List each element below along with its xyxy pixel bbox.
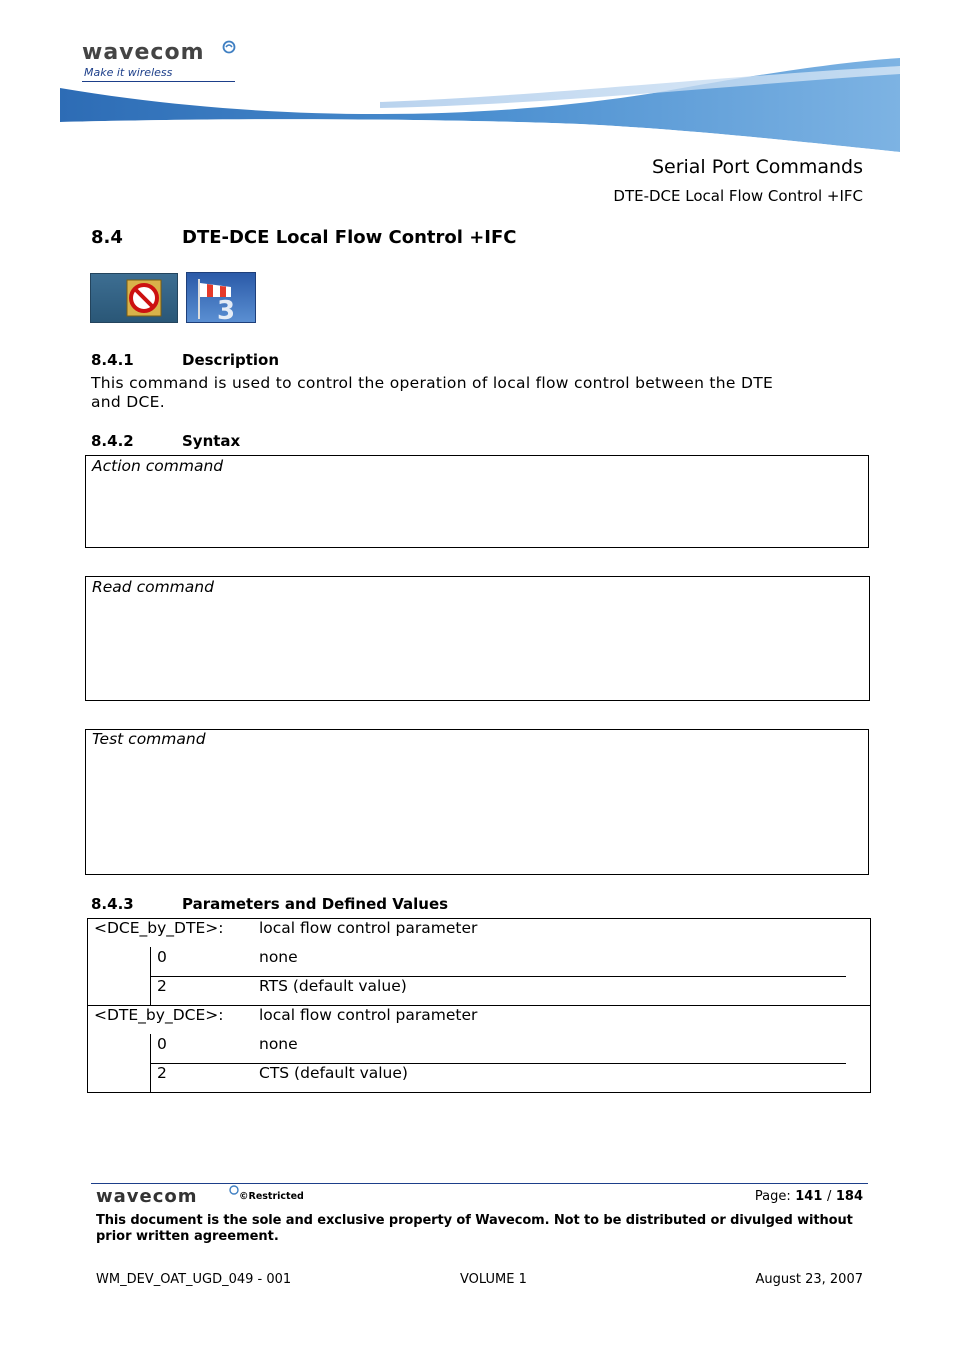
action-command-box — [85, 455, 869, 548]
param-meaning: none — [259, 1035, 298, 1053]
logo-tagline: Make it wireless — [84, 66, 173, 79]
read-command-box — [85, 576, 870, 701]
parameters-title: Parameters and Defined Values — [182, 895, 449, 913]
footer-restricted: ©Restricted — [239, 1191, 304, 1202]
footer-page-label: Page: — [754, 1189, 791, 1204]
footer-notice-line-2: prior written agreement. — [96, 1229, 279, 1244]
footer-doc-ref: WM_DEV_OAT_UGD_049 - 001 — [96, 1272, 292, 1287]
read-command-label: Read command — [92, 578, 214, 596]
param-row-rule — [150, 1063, 846, 1064]
section-number: 8.4 — [91, 227, 123, 248]
description-line-2: and DCE. — [91, 393, 165, 411]
action-command-label: Action command — [92, 457, 224, 475]
description-title: Description — [182, 351, 280, 369]
parameters-table — [87, 918, 871, 1093]
header-section-title: Serial Port Commands — [651, 156, 863, 178]
footer-page-total: 184 — [835, 1189, 863, 1204]
description-number: 8.4.1 — [91, 351, 134, 369]
svg-text:3: 3 — [217, 296, 236, 322]
footer-rule — [91, 1183, 868, 1184]
description-text — [91, 374, 864, 412]
footer-page-current: 141 — [795, 1189, 823, 1204]
test-command-label: Test command — [92, 730, 206, 748]
section-title: DTE-DCE Local Flow Control +IFC — [182, 227, 517, 248]
param-row-rule — [150, 976, 846, 977]
syntax-title: Syntax — [182, 432, 241, 450]
sim-forbidden-icon — [90, 273, 178, 323]
param-desc-dte-by-dce: local flow control parameter — [259, 1006, 478, 1024]
footer-volume: VOLUME 1 — [460, 1272, 527, 1287]
param-meaning: none — [259, 948, 298, 966]
footer-logo-swirl-icon — [229, 1185, 239, 1195]
header-subsection-title: DTE-DCE Local Flow Control +IFC — [613, 187, 863, 205]
header-swoosh-banner — [60, 52, 900, 154]
footer-notice — [96, 1213, 863, 1245]
param-name-dce-by-dte: <DCE_by_DTE>: — [94, 919, 224, 937]
param-value: 2 — [157, 977, 167, 995]
wavecom-logo: wavecom — [82, 40, 205, 65]
footer-page — [755, 1189, 863, 1204]
footer-page-sep: / — [826, 1189, 832, 1204]
parameters-number: 8.4.3 — [91, 895, 134, 913]
footer-wavecom-logo: wavecom — [96, 1186, 198, 1207]
windsock-3-icon — [186, 272, 256, 323]
test-command-box — [85, 729, 869, 875]
param-value: 2 — [157, 1064, 167, 1082]
param-value: 0 — [157, 1035, 167, 1053]
param-name-dte-by-dce: <DTE_by_DCE>: — [94, 1006, 224, 1024]
param-value: 0 — [157, 948, 167, 966]
footer-date: August 23, 2007 — [755, 1272, 863, 1287]
param-desc-dce-by-dte: local flow control parameter — [259, 919, 478, 937]
syntax-number: 8.4.2 — [91, 432, 134, 450]
footer-notice-line-1: This document is the sole and exclusive property of Wavecom. Not to be distributed or divulged without — [96, 1213, 853, 1228]
param-meaning: CTS (default value) — [259, 1064, 408, 1082]
description-line-1: This command is used to control the operation of local flow control between the DTE — [91, 374, 774, 392]
param-meaning: RTS (default value) — [259, 977, 407, 995]
